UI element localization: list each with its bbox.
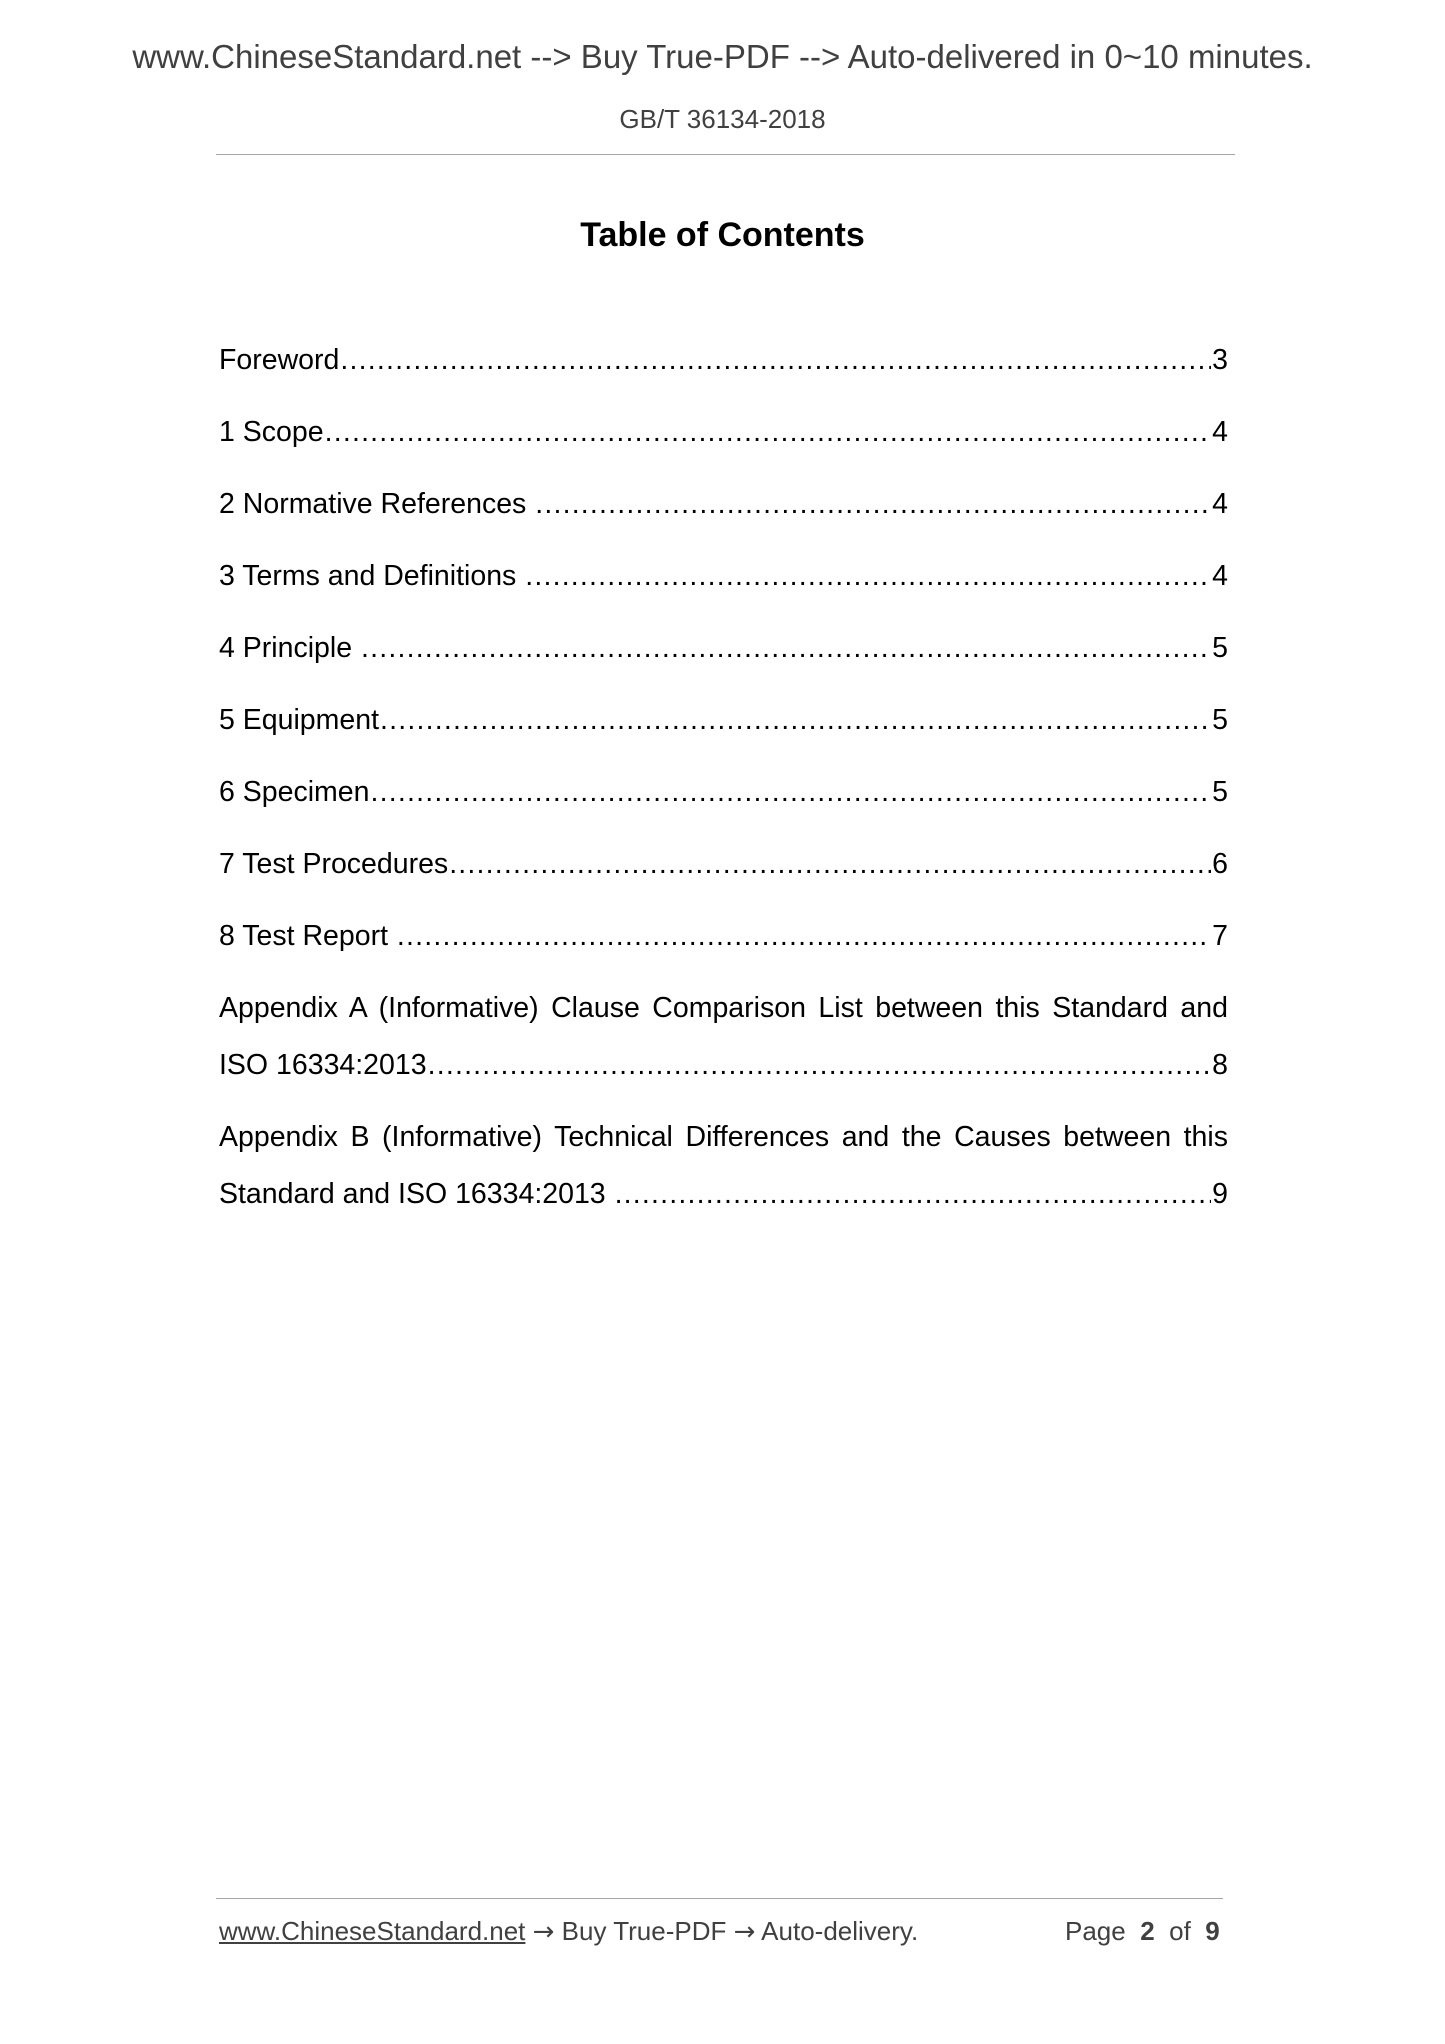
dot-leader [615,1176,1212,1212]
toc-entry-page: 4 [1212,560,1228,592]
toc-entry-page: 7 [1212,920,1228,952]
footer-site-link[interactable]: www.ChineseStandard.net [219,1916,526,1946]
toc-entry-label: Appendix A (Informative) Clause Comparison List between this Standard and [219,992,1228,1024]
toc-entry-label: 3 Terms and Definitions [219,560,525,592]
arrow-right-icon: → [532,1917,555,1947]
footer-delivery-text: Auto-delivery. [755,1916,919,1946]
toc-entry-page: 4 [1212,488,1228,520]
footer-promo [219,1916,918,1947]
of-word: of [1169,1916,1191,1946]
toc-entry-page: 8 [1212,1049,1228,1081]
header-divider [216,154,1235,155]
toc-entry-page: 5 [1212,632,1228,664]
toc-entry-label: 6 Specimen [219,776,370,808]
page-word: Page [1065,1916,1126,1946]
dot-leader [525,558,1211,594]
arrow-right-icon: → [733,1917,756,1947]
dot-leader [449,846,1211,882]
toc-entry-label: 5 Equipment [219,704,380,736]
toc-entry-page: 5 [1212,776,1228,808]
toc-entry-appendix-a-line2[interactable] [219,1047,1228,1083]
document-code: GB/T 36134-2018 [619,104,826,134]
toc-entry-scope[interactable] [219,414,1228,450]
toc-entry-label: ISO 16334:2013 [219,1049,427,1081]
toc-entry-page: 3 [1212,344,1228,376]
toc-entry-terms-and-definitions[interactable] [219,558,1228,594]
toc-entry-page: 5 [1212,704,1228,736]
toc-entry-equipment[interactable] [219,702,1228,738]
page-indicator [1065,1916,1220,1947]
toc-entry-label: 8 Test Report [219,920,396,952]
toc-entry-label: Standard and ISO 16334:2013 [219,1178,614,1210]
toc-title: Table of Contents [580,216,865,254]
total-pages-number: 9 [1205,1916,1220,1946]
toc-entry-test-report[interactable] [219,918,1228,954]
top-banner: www.ChineseStandard.net --> Buy True-PDF --> Auto-delivered in 0~10 minutes. [132,38,1313,75]
footer-divider [216,1898,1223,1899]
dot-leader [325,414,1212,450]
dot-leader [371,774,1212,810]
toc-entry-page: 9 [1212,1178,1228,1210]
footer-buy-text: Buy True-PDF [554,1916,734,1946]
toc-entry-label: Appendix B (Informative) Technical Differences and the Causes between this [219,1121,1228,1153]
toc-entry-specimen[interactable] [219,774,1228,810]
toc-entry-principle[interactable] [219,630,1228,666]
toc-entry-label: 4 Principle [219,632,360,664]
toc-entry-label: 1 Scope [219,416,324,448]
toc-entry-appendix-b-line1[interactable] [219,1119,1228,1155]
toc-entry-label: 2 Normative References [219,488,535,520]
toc-entry-foreword[interactable] [219,342,1228,378]
toc-entry-label: Foreword [219,344,340,376]
dot-leader [340,342,1211,378]
toc-entry-appendix-b-line2[interactable] [219,1176,1228,1212]
toc-entry-normative-references[interactable] [219,486,1228,522]
dot-leader [380,702,1211,738]
dot-leader [535,486,1211,522]
toc-entry-label: 7 Test Procedures [219,848,449,880]
toc-entry-page: 6 [1212,848,1228,880]
current-page-number: 2 [1140,1916,1155,1946]
dot-leader [428,1047,1212,1083]
toc-entry-appendix-a-line1[interactable] [219,990,1228,1026]
toc-entry-test-procedures[interactable] [219,846,1228,882]
dot-leader [361,630,1211,666]
toc-entry-page: 4 [1212,416,1228,448]
dot-leader [397,918,1211,954]
